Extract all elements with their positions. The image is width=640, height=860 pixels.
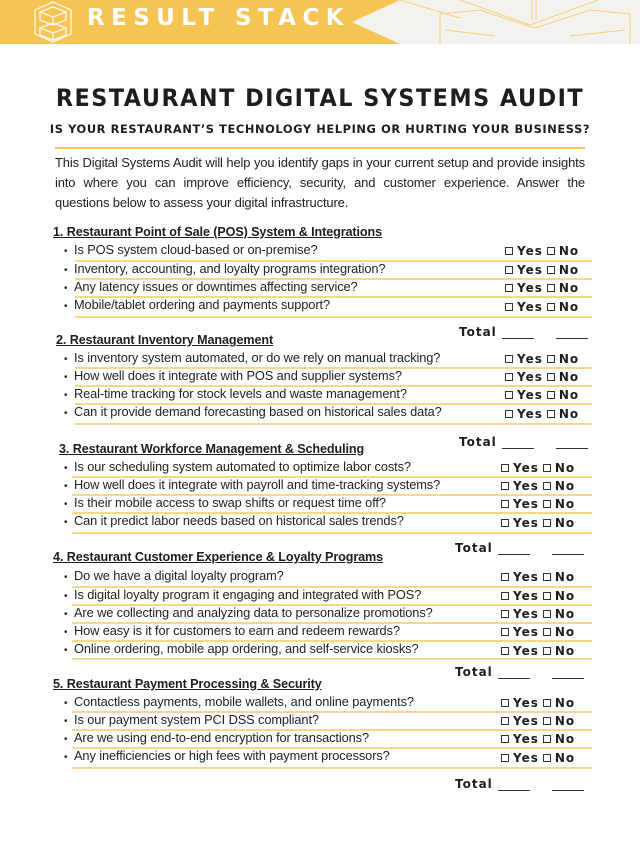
no-checkbox[interactable] [543,644,575,658]
yes-checkbox[interactable] [501,625,539,639]
total-no-blank[interactable] [552,790,584,791]
no-label: No [554,644,576,658]
yes-no-options [501,696,575,710]
checkbox-icon[interactable] [543,754,551,762]
no-checkbox[interactable] [547,388,579,402]
yes-checkbox[interactable] [501,714,539,728]
question-text: Can it provide demand forecasting based on historical sales data? [74,404,442,419]
no-checkbox[interactable] [543,625,575,639]
page-subtitle: IS YOUR RESTAURANT’S TECHNOLOGY HELPING OR HURTING YOUR BUSINESS? [49,122,591,136]
total-yes-blank[interactable] [498,678,530,679]
no-label: No [558,281,580,295]
yes-no-options [505,263,579,277]
bullet-icon: • [64,698,68,709]
yes-no-options [501,589,575,603]
stacked-boxes-icon [33,1,73,43]
question-item [64,404,442,419]
yes-checkbox[interactable] [505,244,543,258]
no-checkbox[interactable] [547,244,579,258]
yes-label: Yes [513,516,539,530]
row-divider [72,532,592,534]
checkbox-icon[interactable] [547,266,555,274]
question-text: Any inefficiencies or high fees with payment processors? [74,748,390,763]
yes-checkbox[interactable] [501,497,539,511]
bullet-icon: • [64,372,68,383]
checkbox-icon[interactable] [505,247,513,255]
yes-no-options [501,732,575,746]
question-text: Is our payment system PCI DSS compliant? [74,712,319,727]
yes-checkbox[interactable] [501,589,539,603]
checkbox-icon[interactable] [505,410,513,418]
no-checkbox[interactable] [543,479,575,493]
checkbox-icon[interactable] [501,628,509,636]
divider [55,147,585,149]
bullet-icon: • [64,246,68,257]
yes-checkbox[interactable] [501,751,539,765]
bullet-icon: • [64,301,68,312]
question-item [64,730,369,745]
no-label: No [558,370,580,384]
question-item [64,459,411,474]
bullet-icon: • [64,609,68,620]
yes-checkbox[interactable] [501,696,539,710]
question-text: Real-time tracking for stock levels and waste management? [74,386,407,401]
yes-checkbox[interactable] [505,352,543,366]
yes-no-options [505,352,579,366]
total-no-blank[interactable] [552,678,584,679]
yes-label: Yes [517,244,543,258]
row-divider [75,423,592,425]
checkbox-icon[interactable] [505,355,513,363]
bullet-icon: • [64,591,68,602]
yes-label: Yes [517,407,543,421]
yes-no-options [501,625,575,639]
bullet-icon: • [64,390,68,401]
question-item [64,748,390,763]
yes-label: Yes [517,300,543,314]
yes-label: Yes [517,388,543,402]
checkbox-icon[interactable] [543,735,551,743]
yes-checkbox[interactable] [505,407,543,421]
question-text: Are we collecting and analyzing data to personalize promotions? [74,605,433,620]
yes-label: Yes [517,352,543,366]
no-checkbox[interactable] [547,300,579,314]
total-label: Total [459,435,497,449]
bullet-icon: • [64,517,68,528]
checkbox-icon[interactable] [505,284,513,292]
checkbox-icon[interactable] [505,303,513,311]
yes-no-options [501,607,575,621]
yes-label: Yes [513,497,539,511]
no-checkbox[interactable] [547,352,579,366]
no-checkbox[interactable] [543,497,575,511]
question-item [64,623,400,638]
total-no-blank[interactable] [552,554,584,555]
no-label: No [554,516,576,530]
yes-no-options [501,751,575,765]
checkbox-icon[interactable] [547,355,555,363]
total-yes-blank[interactable] [502,448,534,449]
yes-no-options [501,516,575,530]
total-label: Total [455,665,493,679]
no-checkbox[interactable] [543,570,575,584]
checkbox-icon[interactable] [543,573,551,581]
yes-label: Yes [513,607,539,621]
yes-checkbox[interactable] [501,607,539,621]
yes-label: Yes [513,696,539,710]
checkbox-icon[interactable] [505,266,513,274]
total-yes-blank[interactable] [498,554,530,555]
no-label: No [554,479,576,493]
question-item [64,386,407,401]
no-checkbox[interactable] [547,281,579,295]
checkbox-icon[interactable] [505,391,513,399]
checkbox-icon[interactable] [501,647,509,655]
yes-checkbox[interactable] [501,461,539,475]
bullet-icon: • [64,265,68,276]
question-item [64,350,440,365]
checkbox-icon[interactable] [501,754,509,762]
no-checkbox[interactable] [547,407,579,421]
row-divider [75,316,592,318]
bullet-icon: • [64,752,68,763]
bullet-icon: • [64,408,68,419]
yes-no-options [505,244,579,258]
yes-checkbox[interactable] [501,732,539,746]
checkbox-icon[interactable] [501,519,509,527]
row-divider [72,767,592,769]
yes-checkbox[interactable] [505,388,543,402]
no-checkbox[interactable] [543,461,575,475]
checkbox-icon[interactable] [501,464,509,472]
question-item [64,297,330,312]
question-item [64,712,319,727]
question-item [64,694,414,709]
yes-label: Yes [513,732,539,746]
checkbox-icon[interactable] [543,482,551,490]
bullet-icon: • [64,734,68,745]
checkbox-icon[interactable] [501,500,509,508]
question-text: Online ordering, mobile app ordering, and self-service kiosks? [74,641,419,656]
question-item [64,587,421,602]
row-divider [72,658,592,660]
yes-label: Yes [513,479,539,493]
yes-no-options [501,714,575,728]
checkbox-icon[interactable] [543,699,551,707]
yes-no-options [505,388,579,402]
header-banner [0,0,640,44]
checkbox-icon[interactable] [501,482,509,490]
no-label: No [554,714,576,728]
no-checkbox[interactable] [543,589,575,603]
question-text: Contactless payments, mobile wallets, and online payments? [74,694,414,709]
no-label: No [558,388,580,402]
question-text: Is digital loyalty program it engaging and integrated with POS? [74,587,422,602]
no-label: No [554,497,576,511]
yes-no-options [505,300,579,314]
no-label: No [558,407,580,421]
no-label: No [554,589,576,603]
question-text: Are we using end-to-end encryption for transactions? [74,730,369,745]
yes-label: Yes [517,263,543,277]
no-label: No [554,625,576,639]
checkbox-icon[interactable] [501,735,509,743]
no-checkbox[interactable] [543,751,575,765]
yes-label: Yes [513,461,539,475]
question-item [64,513,404,528]
yes-label: Yes [513,570,539,584]
checkbox-icon[interactable] [543,519,551,527]
question-item [64,261,385,276]
checkbox-icon[interactable] [547,284,555,292]
decorative-cube-outline-icon [340,0,640,44]
bullet-icon: • [64,481,68,492]
no-label: No [558,263,580,277]
question-item [64,495,386,510]
yes-label: Yes [517,370,543,384]
checkbox-icon[interactable] [501,717,509,725]
question-text: How easy is it for customers to earn and redeem rewards? [74,623,400,638]
checkbox-icon[interactable] [501,573,509,581]
checkbox-icon[interactable] [543,592,551,600]
question-text: Any latency issues or downtimes affecting service? [74,279,358,294]
checkbox-icon[interactable] [543,610,551,618]
question-item [64,568,284,583]
total-label: Total [455,541,493,555]
no-checkbox[interactable] [543,732,575,746]
yes-no-options [505,407,579,421]
bullet-icon: • [64,716,68,727]
question-item [64,368,402,383]
checkbox-icon[interactable] [501,592,509,600]
no-label: No [558,300,580,314]
checkbox-icon[interactable] [543,464,551,472]
question-item [64,242,318,257]
no-label: No [554,461,576,475]
question-text: Mobile/tablet ordering and payments support? [74,297,330,312]
question-text: Can it predict labor needs based on historical sales trends? [74,513,404,528]
question-item [64,477,440,492]
no-label: No [554,696,576,710]
no-label: No [558,352,580,366]
checkbox-icon[interactable] [501,610,509,618]
bullet-icon: • [64,645,68,656]
yes-checkbox[interactable] [505,370,543,384]
no-checkbox[interactable] [543,607,575,621]
intro-paragraph: This Digital Systems Audit will help you identify gaps in your current setup and provide insights into where you can improve efficiency, security, and customer experience. Answer the questions below to assess your digital infrastructure. [55,155,585,210]
yes-no-options [501,570,575,584]
bullet-icon: • [64,499,68,510]
checkbox-icon[interactable] [547,410,555,418]
no-checkbox[interactable] [543,696,575,710]
no-label: No [554,732,576,746]
yes-checkbox[interactable] [505,281,543,295]
yes-no-options [501,644,575,658]
checkbox-icon[interactable] [501,699,509,707]
yes-checkbox[interactable] [505,300,543,314]
yes-no-options [501,479,575,493]
yes-checkbox[interactable] [501,644,539,658]
question-item [64,605,433,620]
question-text: Is our scheduling system automated to optimize labor costs? [74,459,411,474]
yes-checkbox[interactable] [501,479,539,493]
yes-label: Yes [513,625,539,639]
checkbox-icon[interactable] [547,373,555,381]
bullet-icon: • [64,572,68,583]
yes-checkbox[interactable] [501,516,539,530]
bullet-icon: • [64,354,68,365]
no-label: No [558,244,580,258]
yes-label: Yes [513,751,539,765]
no-checkbox[interactable] [543,516,575,530]
question-text: Do we have a digital loyalty program? [74,568,284,583]
total-no-blank[interactable] [556,338,588,339]
page-title: RESTAURANT DIGITAL SYSTEMS AUDIT [55,84,585,112]
yes-no-options [505,281,579,295]
brand-name: RESULT STACK [87,5,350,31]
bullet-icon: • [64,627,68,638]
no-label: No [554,751,576,765]
no-checkbox[interactable] [547,370,579,384]
section-heading: 4. Restaurant Customer Experience & Loyalty Programs [53,550,384,564]
yes-checkbox[interactable] [501,570,539,584]
checkbox-icon[interactable] [547,303,555,311]
question-text: How well does it integrate with POS and supplier systems? [74,368,402,383]
question-text: Is POS system cloud-based or on-premise? [74,242,318,257]
total-label: Total [459,325,497,339]
checkbox-icon[interactable] [543,717,551,725]
no-checkbox[interactable] [543,714,575,728]
no-label: No [554,570,576,584]
bullet-icon: • [64,463,68,474]
total-no-blank[interactable] [556,448,588,449]
yes-no-options [501,461,575,475]
yes-no-options [505,370,579,384]
total-label: Total [455,777,493,791]
yes-checkbox[interactable] [505,263,543,277]
yes-label: Yes [513,714,539,728]
question-text: Is their mobile access to swap shifts or request time off? [74,495,386,510]
checkbox-icon[interactable] [543,500,551,508]
section-heading: 1. Restaurant Point of Sale (POS) System & Integrations [53,225,383,239]
no-checkbox[interactable] [547,263,579,277]
yes-label: Yes [513,589,539,603]
checkbox-icon[interactable] [543,628,551,636]
question-item [64,641,418,656]
bullet-icon: • [64,283,68,294]
section-heading: 3. Restaurant Workforce Management & Scheduling [59,442,365,456]
section-heading: 2. Restaurant Inventory Management [56,333,274,347]
checkbox-icon[interactable] [543,647,551,655]
yes-no-options [501,497,575,511]
total-yes-blank[interactable] [498,790,530,791]
section-heading: 5. Restaurant Payment Processing & Security [53,677,322,691]
total-yes-blank[interactable] [502,338,534,339]
yes-label: Yes [517,281,543,295]
question-text: Inventory, accounting, and loyalty programs integration? [74,261,386,276]
checkbox-icon[interactable] [505,373,513,381]
checkbox-icon[interactable] [547,391,555,399]
question-item [64,279,358,294]
yes-label: Yes [513,644,539,658]
no-label: No [554,607,576,621]
question-text: How well does it integrate with payroll and time-tracking systems? [74,477,441,492]
checkbox-icon[interactable] [547,247,555,255]
question-text: Is inventory system automated, or do we rely on manual tracking? [74,350,441,365]
